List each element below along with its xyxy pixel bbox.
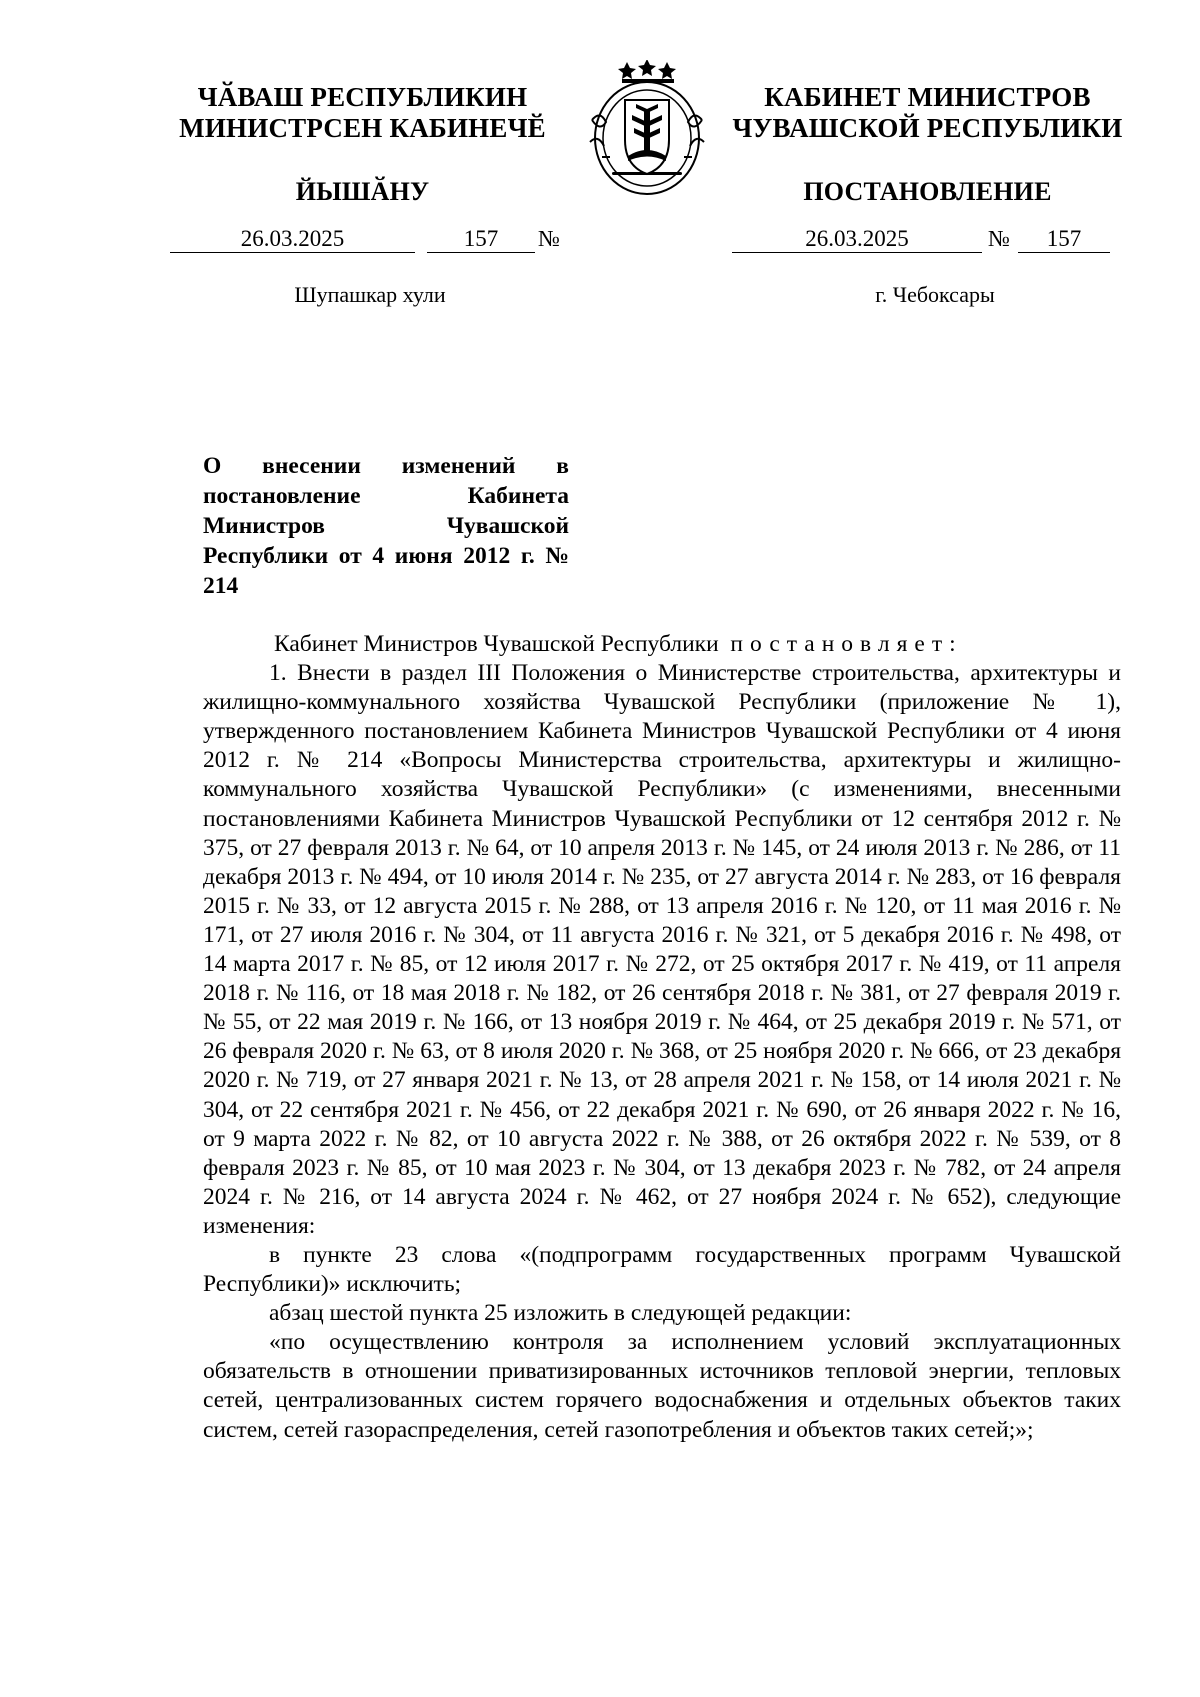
decree-word: постановляет: bbox=[730, 631, 963, 657]
reg-date-left: 26.03.2025 bbox=[170, 226, 415, 253]
doc-type-chuvash: ЙЫШӐНУ bbox=[295, 177, 430, 206]
place-russian: г. Чебоксары bbox=[875, 282, 995, 307]
header-right-line1: КАБИНЕТ МИНИСТРОВ bbox=[764, 82, 1091, 112]
document-subject: О внесении изменений в постановление Кабинета Министров Чувашской Республики от 4 июня 2012 г. № 214 bbox=[203, 453, 569, 599]
chuvash-coat-of-arms-icon bbox=[572, 60, 722, 200]
preamble-text: Кабинет Министров Чувашской Республики bbox=[274, 631, 719, 657]
reg-number-right: 157 bbox=[1018, 226, 1110, 253]
document-body bbox=[203, 630, 1121, 1445]
number-sign-right: № bbox=[988, 226, 1010, 251]
header-left-line2: МИНИСТРСЕН КАБИНЕЧӖ bbox=[179, 113, 546, 143]
place-chuvash: Шупашкар хули bbox=[294, 282, 446, 307]
reg-date-right: 26.03.2025 bbox=[732, 226, 982, 253]
doc-type-russian: ПОСТАНОВЛЕНИЕ bbox=[803, 177, 1052, 206]
paragraph-3: абзац шестой пункта 25 изложить в следующей редакции: bbox=[269, 1300, 852, 1327]
reg-number-left: 157 bbox=[427, 226, 535, 253]
paragraph-4: «по осуществлению контроля за исполнением условий эксплуатационных обязательств в отношении приватизированных источников тепловой энергии, тепловых сетей, централизованных систем горячего водоснабжения и отдельных объектов таких систем, сетей газораспределения, сетей газопотребления и объектов таких сетей;»; bbox=[203, 1329, 1121, 1443]
header-left-line1: ЧӐВАШ РЕСПУБЛИКИН bbox=[197, 82, 528, 112]
header-right bbox=[730, 82, 1125, 207]
header-left bbox=[165, 82, 560, 207]
header-right-line2: ЧУВАШСКОЙ РЕСПУБЛИКИ bbox=[732, 113, 1123, 143]
paragraph-2: в пункте 23 слова «(подпрограмм государственных программ Чувашской Республики)» исключить; bbox=[203, 1241, 1121, 1298]
number-sign-left: № bbox=[538, 226, 560, 251]
paragraph-1: 1. Внести в раздел III Положения о Министерстве строительства, архитектуры и жилищно-коммунального хозяйства Чувашской Республики (приложение № 1), утвержденного постановлением Кабинета Министров Чувашской Республики от 4 июня 2012 г. № 214 «Вопросы Министерства строительства, архитектуры и жилищно-коммунального хозяйства Чувашской Республики» (с изменениями, внесенными постановлениями Кабинета Министров Чувашской Республики от 12 сентября 2012 г. № 375, от 27 февраля 2013 г. № 64, от 10 апреля 2013 г. № 145, от 24 июля 2013 г. № 286, от 11 декабря 2013 г. № 494, от 10 июля 2014 г. № 235, от 27 августа 2014 г. № 283, от 16 февраля 2015 г. № 33, от 12 августа 2015 г. № 288, от 13 апреля 2016 г. № 120, от 11 мая 2016 г. № 171, от 27 июля 2016 г. № 304, от 11 августа 2016 г. № 321, от 5 декабря 2016 г. № 498, от 14 марта 2017 г. № 85, от 12 июля 2017 г. № 272, от 25 октября 2017 г. № 419, от 11 апреля 2018 г. № 116, от 18 мая 2018 г. № 182, от 26 сентября 2018 г. № 381, от 27 февраля 2019 г. № 55, от 22 мая 2019 г. № 166, от 13 ноября 2019 г. № 464, от 25 декабря 2019 г. № 571, от 26 февраля 2020 г. № 63, от 8 июля 2020 г. № 368, от 25 ноября 2020 г. № 666, от 23 декабря 2020 г. № 719, от 27 января 2021 г. № 13, от 28 апреля 2021 г. № 158, от 14 июля 2021 г. № 304, от 22 сентября 2021 г. № 456, от 22 декабря 2021 г. № 690, от 26 января 2022 г. № 16, от 9 марта 2022 г. № 82, от 10 августа 2022 г. № 388, от 26 октября 2022 г. № 539, от 8 февраля 2023 г. № 85, от 10 мая 2023 г. № 304, от 13 декабря 2023 г. № 782, от 24 апреля 2024 г. № 216, от 14 августа 2024 г. № 462, от 27 ноября 2024 г. № 652), следующие изменения: bbox=[203, 660, 1121, 1239]
preamble bbox=[203, 630, 1121, 659]
